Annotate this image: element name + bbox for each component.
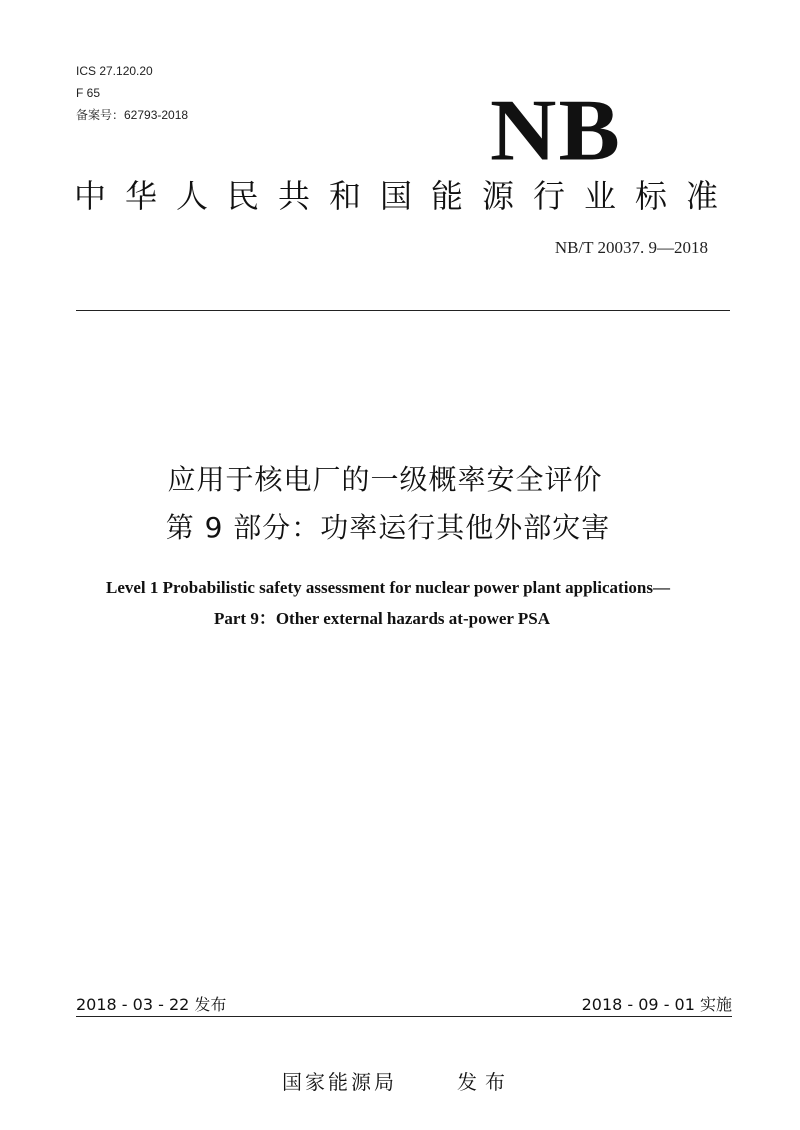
- document-title-cn-line2: 第 9 部分：功率运行其他外部灾害: [165, 511, 611, 544]
- document-title-en-line2: Part 9：Other external hazards at-power PSA: [213, 609, 550, 628]
- ics-code: ICS 27.120.20: [76, 64, 153, 78]
- standard-number: NB/T 20037. 9—2018: [554, 238, 708, 257]
- document-title-en-line1: Level 1 Probabilistic safety assessment for nuclear power plant applications—: [106, 578, 670, 597]
- standard-category-title: 中华人民共和国能源行业标准: [74, 177, 738, 215]
- nb-logo: NB: [490, 81, 622, 179]
- issue-action: 发布: [457, 1070, 513, 1094]
- header-divider: [76, 310, 730, 311]
- ccs-code: F 65: [76, 86, 101, 100]
- issue-date: 2018 - 03 - 22 发布: [76, 995, 227, 1014]
- implementation-date: 2018 - 09 - 01 实施: [581, 995, 732, 1014]
- filing-number: 备案号：62793-2018: [76, 108, 189, 122]
- document-title-cn-line1: 应用于核电厂的一级概率安全评价: [167, 463, 603, 496]
- classification-block: [76, 60, 188, 126]
- date-row: [76, 990, 732, 1017]
- issuing-authority: 国家能源局: [282, 1070, 397, 1094]
